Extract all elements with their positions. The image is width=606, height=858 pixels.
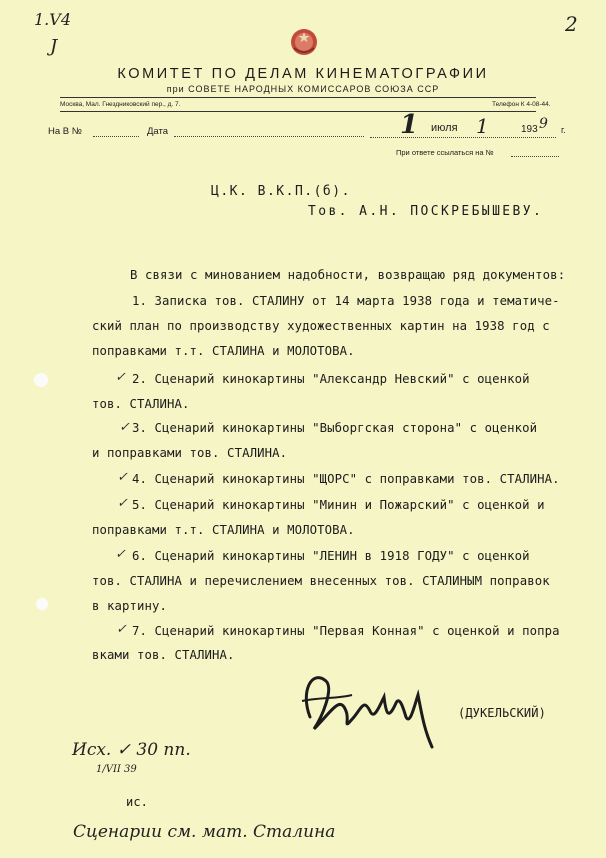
item-6-line-1: 6. Сценарий кинокартины "ЛЕНИН в 1918 ГОДУ" с оценкой [132, 549, 530, 563]
check-mark-icon: ✓ [117, 470, 128, 485]
check-mark-icon: ✓ [119, 420, 130, 435]
na-v-field [93, 136, 139, 137]
date-month: июля [431, 122, 458, 134]
addressee-org: Ц.К. В.К.П.(б). [211, 184, 351, 199]
item-1-line-1: 1. Записка тов. СТАЛИНУ от 14 марта 1938 года и тематиче- [132, 294, 560, 308]
org-title: КОМИТЕТ ПО ДЕЛАМ КИНЕМАТОГРАФИИ [117, 66, 489, 82]
item-3-line-2: и поправками тов. СТАЛИНА. [92, 446, 288, 460]
item-1-line-2: ский план по производству художественных картин на 1938 год с [92, 319, 550, 333]
date-year-suffix: г. [561, 125, 566, 135]
org-subtitle: при СОВЕТЕ НАРОДНЫХ КОМИССАРОВ СОЮЗА ССР [166, 84, 440, 94]
reply-label: При ответе ссылаться на № [396, 148, 494, 157]
outgoing-note: Исх. ✓ 30 пп. [72, 740, 191, 760]
item-6-line-3: в картину. [92, 599, 168, 613]
archive-mark-sub: J [50, 36, 58, 57]
date-year-prefix: 193 [521, 124, 538, 135]
date-underline [370, 137, 556, 138]
item-5-line-1: 5. Сценарий кинокартины "Минин и Пожарский" с оценкой и [132, 498, 545, 512]
letterhead-rule-2 [60, 111, 536, 112]
scenario-note: Сценарии см. мат. Сталина [73, 822, 336, 842]
page-number: 2 [565, 12, 578, 36]
date-field [174, 136, 364, 137]
address: Москва, Мал. Гнездниковский пер., д. 7. [60, 101, 181, 108]
archive-mark: 1.V4 [34, 10, 71, 29]
na-v-label: На В № [48, 126, 82, 137]
item-6-line-2: тов. СТАЛИНА и перечислением внесенных тов. СТАЛИНЫМ поправок [92, 574, 550, 588]
check-mark-icon: ✓ [115, 547, 126, 562]
initials: ис. [126, 795, 148, 809]
signatory-name: (ДУКЕЛЬСКИЙ) [458, 706, 546, 720]
check-mark-icon: ✓ [115, 370, 126, 385]
check-mark-icon: ✓ [116, 622, 127, 637]
date-label: Дата [147, 126, 169, 137]
outgoing-date: 1/VII 39 [96, 764, 137, 775]
item-4-line-1: 4. Сценарий кинокартины "ЩОРС" с поправками тов. СТАЛИНА. [132, 472, 560, 486]
punch-hole [36, 598, 48, 610]
item-7-line-2: вками тов. СТАЛИНА. [92, 648, 235, 662]
phone: Телефон К 4-08-44. [492, 101, 551, 108]
signature-image [292, 655, 442, 755]
item-1-line-3: поправками т.т. СТАЛИНА и МОЛОТОВА. [92, 344, 355, 358]
date-year-digit: 9 [539, 116, 548, 132]
item-2-line-1: 2. Сценарий кинокартины "Александр Невский" с оценкой [132, 372, 530, 386]
item-7-line-1: 7. Сценарий кинокартины "Первая Конная" с оценкой и попра [132, 624, 560, 638]
state-emblem-icon [288, 26, 320, 58]
item-5-line-2: поправками т.т. СТАЛИНА и МОЛОТОВА. [92, 523, 355, 537]
addressee-name: Тов. А.Н. ПОСКРЕБЫШЕВУ. [308, 204, 544, 219]
item-2-line-2: тов. СТАЛИНА. [92, 397, 190, 411]
letterhead-rule [60, 97, 536, 98]
item-3-line-1: 3. Сценарий кинокартины "Выборгская сторона" с оценкой [132, 421, 538, 435]
check-mark-icon: ✓ [117, 496, 128, 511]
date-day: 1 [400, 110, 419, 140]
intro-line: В связи с минованием надобности, возвращаю ряд документов: [130, 268, 566, 282]
date-day-mark: 1 [476, 114, 489, 138]
reply-field [511, 156, 559, 157]
punch-hole [34, 373, 48, 387]
